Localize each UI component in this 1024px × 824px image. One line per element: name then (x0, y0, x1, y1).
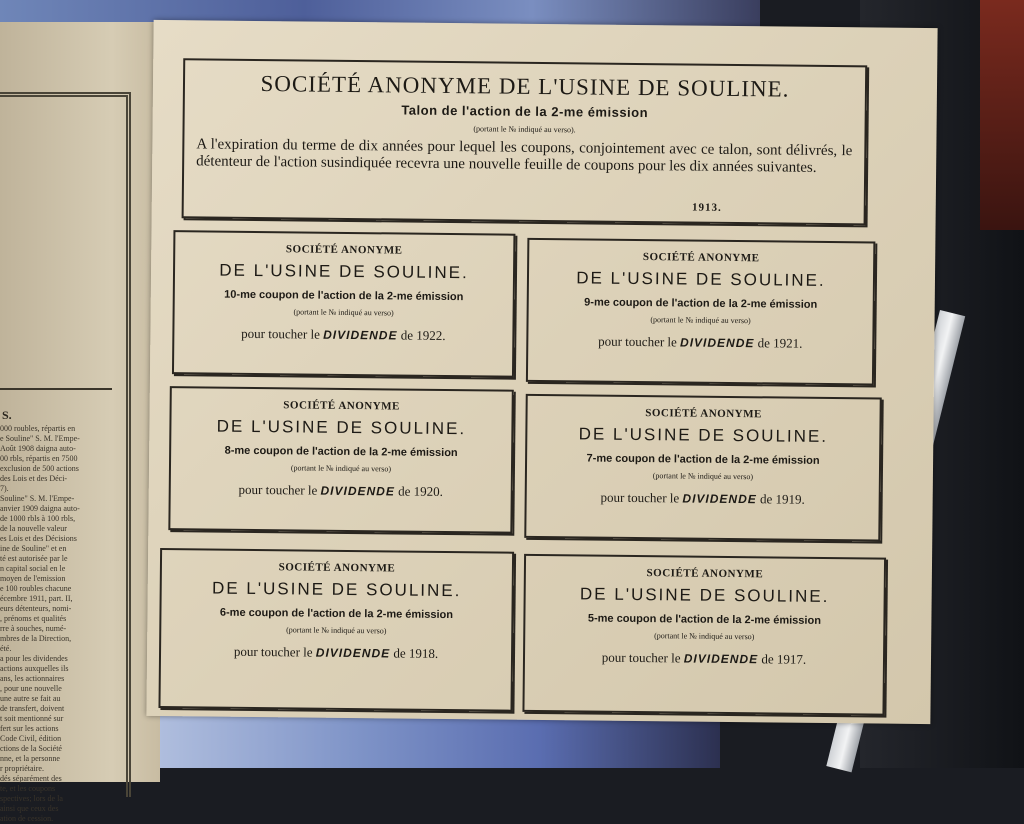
talon-title: SOCIÉTÉ ANONYME DE L'USINE DE SOULINE. (260, 71, 790, 102)
left-page-text-line: de 1000 rbls à 100 rbls, (0, 514, 76, 523)
left-page-text-line: ainsi que ceux des (0, 804, 59, 813)
left-page-text-line: ine de Souline" et en (0, 544, 67, 553)
left-page-text-line: r propriétaire. (0, 764, 44, 773)
coupon-number: 9-me coupon de l'action de la 2-me émission (584, 296, 818, 311)
talon-subtitle: Talon de l'action de la 2-me émission (401, 102, 649, 121)
left-page-text-line: de la nouvelle valeur (0, 524, 67, 533)
left-page-text-line: té est autorisée par le (0, 554, 68, 563)
coupon-society: SOCIÉTÉ ANONYME (645, 407, 762, 421)
coupon-usine: DE L'USINE DE SOULINE. (576, 268, 826, 290)
left-page-text-line: a pour les dividendes (0, 654, 68, 663)
left-page-text-line: ation de cession. (0, 814, 54, 823)
coupon-dividend-line: pour toucher le DIVIDENDE de 1919. (600, 489, 805, 507)
left-page-text-line: ctions de la Société (0, 744, 62, 753)
left-page-text-line: 000 roubles, répartis en (0, 424, 76, 433)
left-page-text-line: Août 1908 daigna auto- (0, 444, 76, 453)
coupon-note: (portant le № indiqué au verso) (652, 471, 754, 482)
left-page-text-line: moyen de l'emission (0, 574, 66, 583)
coupon-usine: DE L'USINE DE SOULINE. (216, 416, 467, 439)
left-page-text-line: 00 rbls, répartis en 7500 (0, 454, 78, 463)
left-page-heading: S. (2, 408, 12, 422)
talon-body: A l'expiration du terme de dix années pour lequel les coupons, conjointement avec ce talon, sont délivrés, le détenteur de l'action susindiquée recevra une nouvelle feuille de coupons pour les dix années suivantes. (196, 136, 853, 176)
left-page-text-line: te, et les coupons (0, 784, 56, 793)
coupon-note: (portant le № indiqué au verso) (654, 631, 755, 642)
coupon-6 (158, 548, 514, 712)
coupon-9 (526, 238, 875, 386)
left-page-text-line: nne, et la personne (0, 754, 60, 763)
talon-year: 1913. (691, 201, 722, 214)
left-page-rule (0, 388, 112, 390)
coupon-usine: DE L'USINE DE SOULINE. (219, 260, 469, 283)
left-page-text-line: exclusion de 500 actions (0, 464, 79, 473)
left-page-text-line: e Souline" S. M. l'Empe- (0, 434, 80, 443)
coupon-usine: DE L'USINE DE SOULINE. (211, 578, 462, 601)
coupon-5 (522, 554, 886, 716)
background-red-object (980, 0, 1024, 230)
left-page-text-line: anvier 1909 daigna auto- (0, 504, 80, 513)
coupon-note: (portant le № indiqué au verso) (293, 307, 394, 318)
left-page-text-line: de transfert, doivent (0, 704, 65, 713)
coupon-society: SOCIÉTÉ ANONYME (285, 243, 403, 257)
left-page-text-line: Souline" S. M. l'Empe- (0, 494, 75, 503)
coupon-dividend-line: pour toucher le DIVIDENDE de 1922. (241, 325, 446, 343)
coupon-society: SOCIÉTÉ ANONYME (283, 399, 400, 413)
left-page-text-line: actions auxquelles ils (0, 664, 69, 673)
left-page-text-line: mbres de la Direction, (0, 634, 72, 643)
coupon-dividend-line: pour toucher le DIVIDENDE de 1920. (238, 481, 443, 499)
left-page-text-line: des Lois et des Déci- (0, 474, 68, 483)
talon-note: (portant le № indiqué au verso). (473, 124, 576, 135)
coupon-number: 5-me coupon de l'action de la 2-me émission (587, 612, 822, 627)
coupon-8 (168, 386, 513, 534)
coupon-sheet (146, 20, 937, 724)
left-page-text-line: , pour une nouvelle (0, 684, 62, 693)
coupon-number: 8-me coupon de l'action de la 2-me émission (224, 444, 458, 460)
left-page-text-line: ans, les actionnaires (0, 674, 65, 683)
left-page-text-line: fert sur les actions (0, 724, 59, 733)
coupon-7 (524, 394, 881, 542)
coupon-dividend-line: pour toucher le DIVIDENDE de 1917. (601, 649, 807, 667)
talon-box (182, 58, 868, 225)
left-page-text-line: t soit mentionné sur (0, 714, 64, 723)
left-page-text-line: dés séparément des (0, 774, 62, 783)
left-page (0, 22, 160, 823)
coupon-society: SOCIÉTÉ ANONYME (278, 561, 396, 575)
left-page-text-line: une autre se fait au (0, 694, 61, 703)
coupon-usine: DE L'USINE DE SOULINE. (579, 584, 830, 607)
left-page-text-line: Code Civil, édition (0, 734, 62, 743)
coupon-10 (172, 230, 515, 378)
left-page-text-line: écembre 1911, part. II, (0, 594, 73, 603)
coupon-dividend-line: pour toucher le DIVIDENDE de 1921. (598, 333, 803, 351)
coupon-note: (portant le № indiqué au verso) (650, 315, 751, 326)
left-page-text-line: e 100 roubles chacune (0, 584, 72, 593)
coupon-number: 10-me coupon de l'action de la 2-me émission (224, 288, 464, 304)
left-page-text-line: 7). (0, 484, 9, 493)
left-page-text-line: rre à souches, numé- (0, 624, 67, 633)
coupon-note: (portant le № indiqué au verso) (290, 463, 392, 474)
coupon-society: SOCIÉTÉ ANONYME (646, 567, 764, 581)
left-page-text-line: spectives; lors de la (0, 794, 63, 803)
left-page-text-line: es Lois et des Décisions (0, 534, 77, 543)
left-page-text-line: , prénoms et qualités (0, 614, 67, 623)
left-page-text-line: été. (0, 644, 12, 653)
left-page-text-line: eurs détenteurs, nomi- (0, 604, 72, 613)
coupon-number: 7-me coupon de l'action de la 2-me émission (586, 452, 820, 467)
coupon-note: (portant le № indiqué au verso) (286, 625, 387, 636)
coupon-number: 6-me coupon de l'action de la 2-me émission (219, 606, 454, 622)
coupon-usine: DE L'USINE DE SOULINE. (578, 424, 829, 446)
coupon-dividend-line: pour toucher le DIVIDENDE de 1918. (233, 643, 439, 661)
left-page-text (0, 424, 106, 823)
coupon-society: SOCIÉTÉ ANONYME (642, 251, 760, 265)
left-page-text-line: n capital social en le (0, 564, 66, 573)
